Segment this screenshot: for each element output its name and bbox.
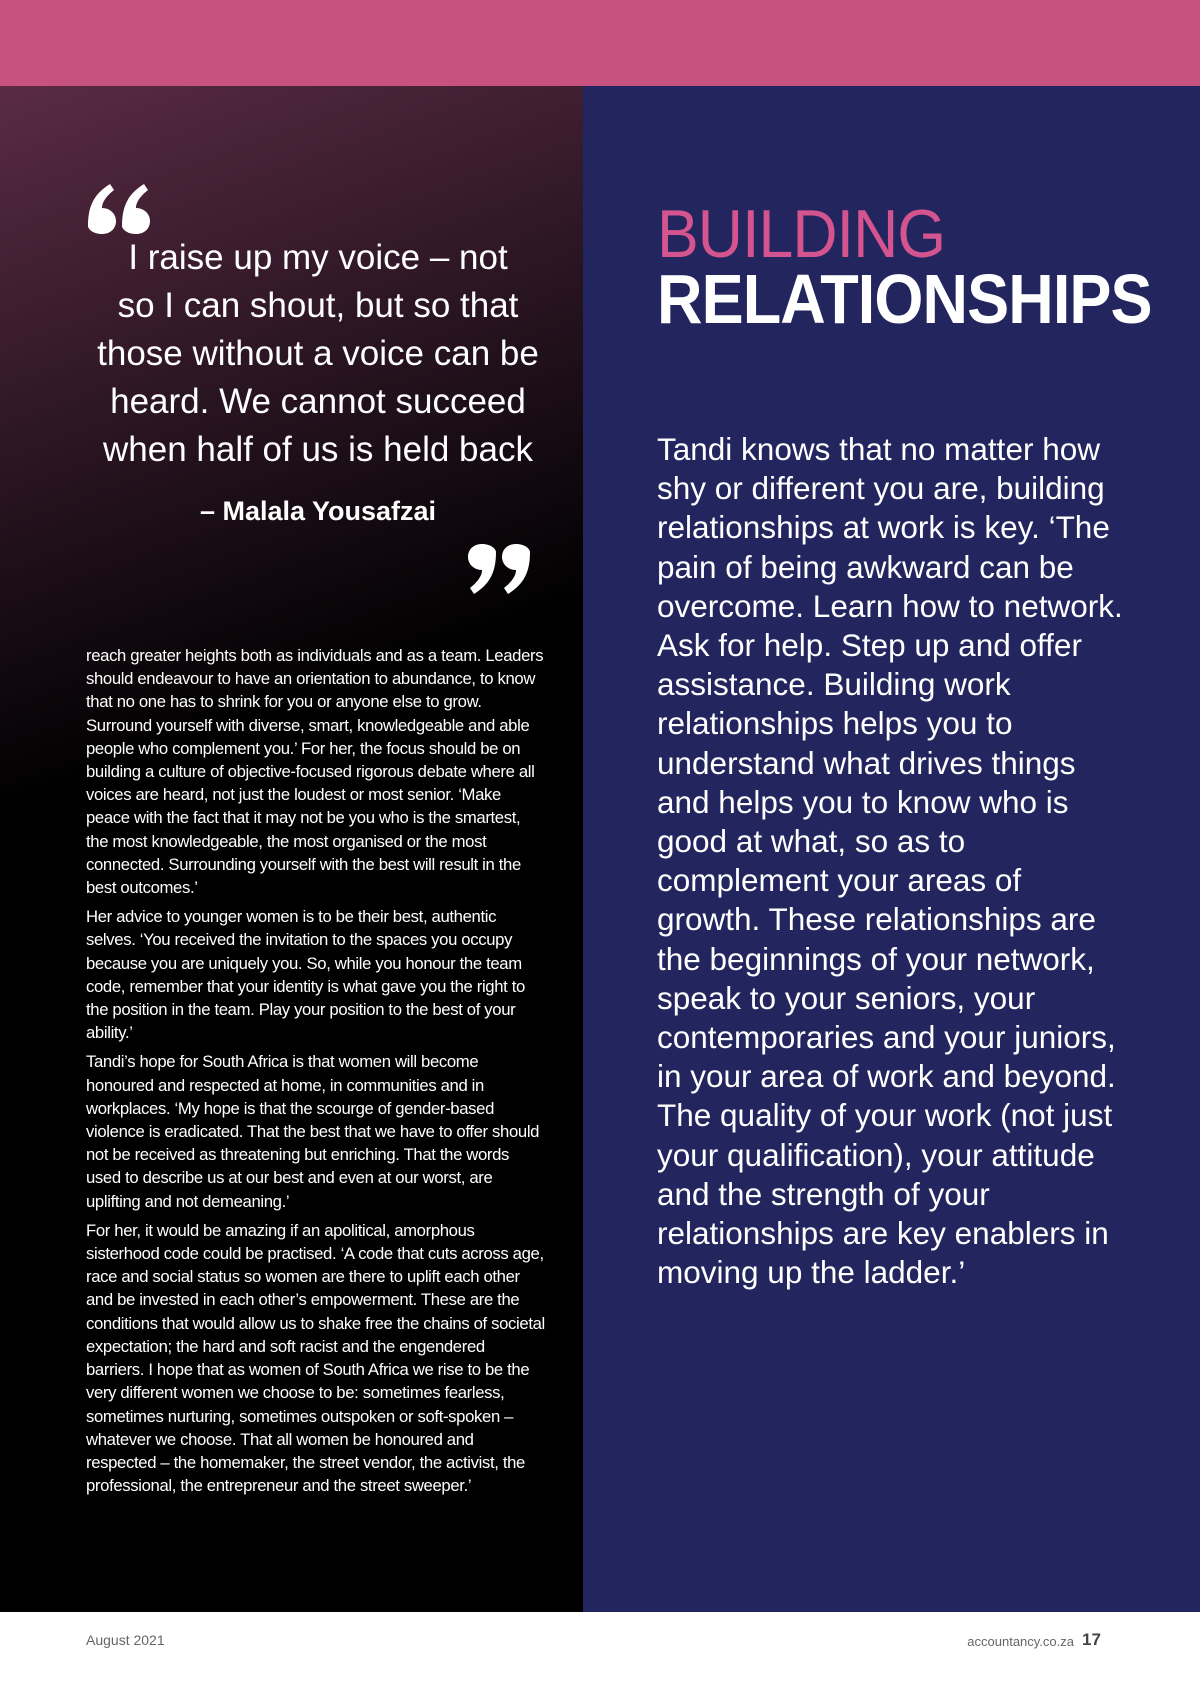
body-paragraph: reach greater heights both as individuals and as a team. Leaders should endeavour to have an orientation to abundance, to know that no one has to shrink for you or anyone else to grow. Surround yourself with diverse, smart, knowledgeable and able people who complement you.’ For her, the focus should be on building a culture of objective-focused rigorous debate where all voices are heard, not just the loudest or most senior. ‘Make peace with the fact that it may not be you who is the smartest, the most knowledgeable, the most organised or the most connected. Surrounding yourself with the best will result in the best outcomes.’ [86,646,544,898]
heading-line-relationships: RELATIONSHIPS [657,260,1152,338]
page-number: 17 [1082,1630,1101,1649]
left-body-text [86,644,546,1503]
pull-quote-line: heard. We cannot succeed [110,382,526,421]
body-paragraph: Tandi’s hope for South Africa is that women will become honoured and respected at home, in communities and in workplaces. ‘My hope is that the scourge of gender-based violence is eradicated. That the best that we have to offer should not be received as threatening but enriching. That the words used to describe us at our best and even at our worst, are uplifting and not demeaning.’ [86,1052,540,1211]
right-body-paragraph: Tandi knows that no matter how shy or different you are, building relationships at work is key. ‘The pain of being awkward can be overcome. Learn how to network. Ask for help. Step up and offer assistance. Building work relationships helps you to understand what drives things and helps you to know who is good at what, so as to complement your areas of growth. These relationships are the beginnings of your network, speak to your seniors, your contemporaries and your juniors, in your area of work and beyond. The quality of your work (not just your qualification), your attitude and the strength of your relationships are key enablers in moving up the ladder.’ [657,431,1123,1291]
top-color-band [0,0,1200,86]
right-body-text [657,430,1127,1292]
open-quote-icon [84,168,154,238]
close-quote-icon [464,540,534,610]
pull-quote-line: when half of us is held back [103,430,533,469]
pull-quote [70,234,566,474]
body-paragraph: Her advice to younger women is to be their best, authentic selves. ‘You received the invitation to the spaces you occupy because you are uniquely you. So, while you honour the team code, remember that your identity is what gave you the right to the position in the team. Play your position to the best of your ability.’ [86,907,525,1043]
body-paragraph: For her, it would be amazing if an apolitical, amorphous sisterhood code could be practised. ‘A code that cuts across age, race and social status so women are there to uplift each other and be invested in each other’s empowerment. These are the conditions that would allow us to shake free the chains of societal expectation; the hard and soft racist and the engendered barriers. I hope that as women of South Africa we rise to be the very different women we choose to be: sometimes fearless, sometimes nurturing, sometimes outspoken or soft-spoken – whatever we choose. That all women be honoured and respected – the homemaker, the street vendor, the activist, the professional, the entrepreneur and the street sweeper.’ [86,1220,545,1496]
section-heading [657,196,1177,338]
pull-quote-line: those without a voice can be [97,334,539,373]
pull-quote-line: so I can shout, but so that [117,286,519,325]
heading-line-building: BUILDING [657,196,946,272]
quote-author: – Malala Yousafzai [199,496,437,526]
page-footer [0,1612,1200,1696]
pull-quote-line: I raise up my voice – not [128,238,508,277]
footer-website: accountancy.co.za [967,1634,1074,1649]
footer-date: August 2021 [86,1632,165,1648]
